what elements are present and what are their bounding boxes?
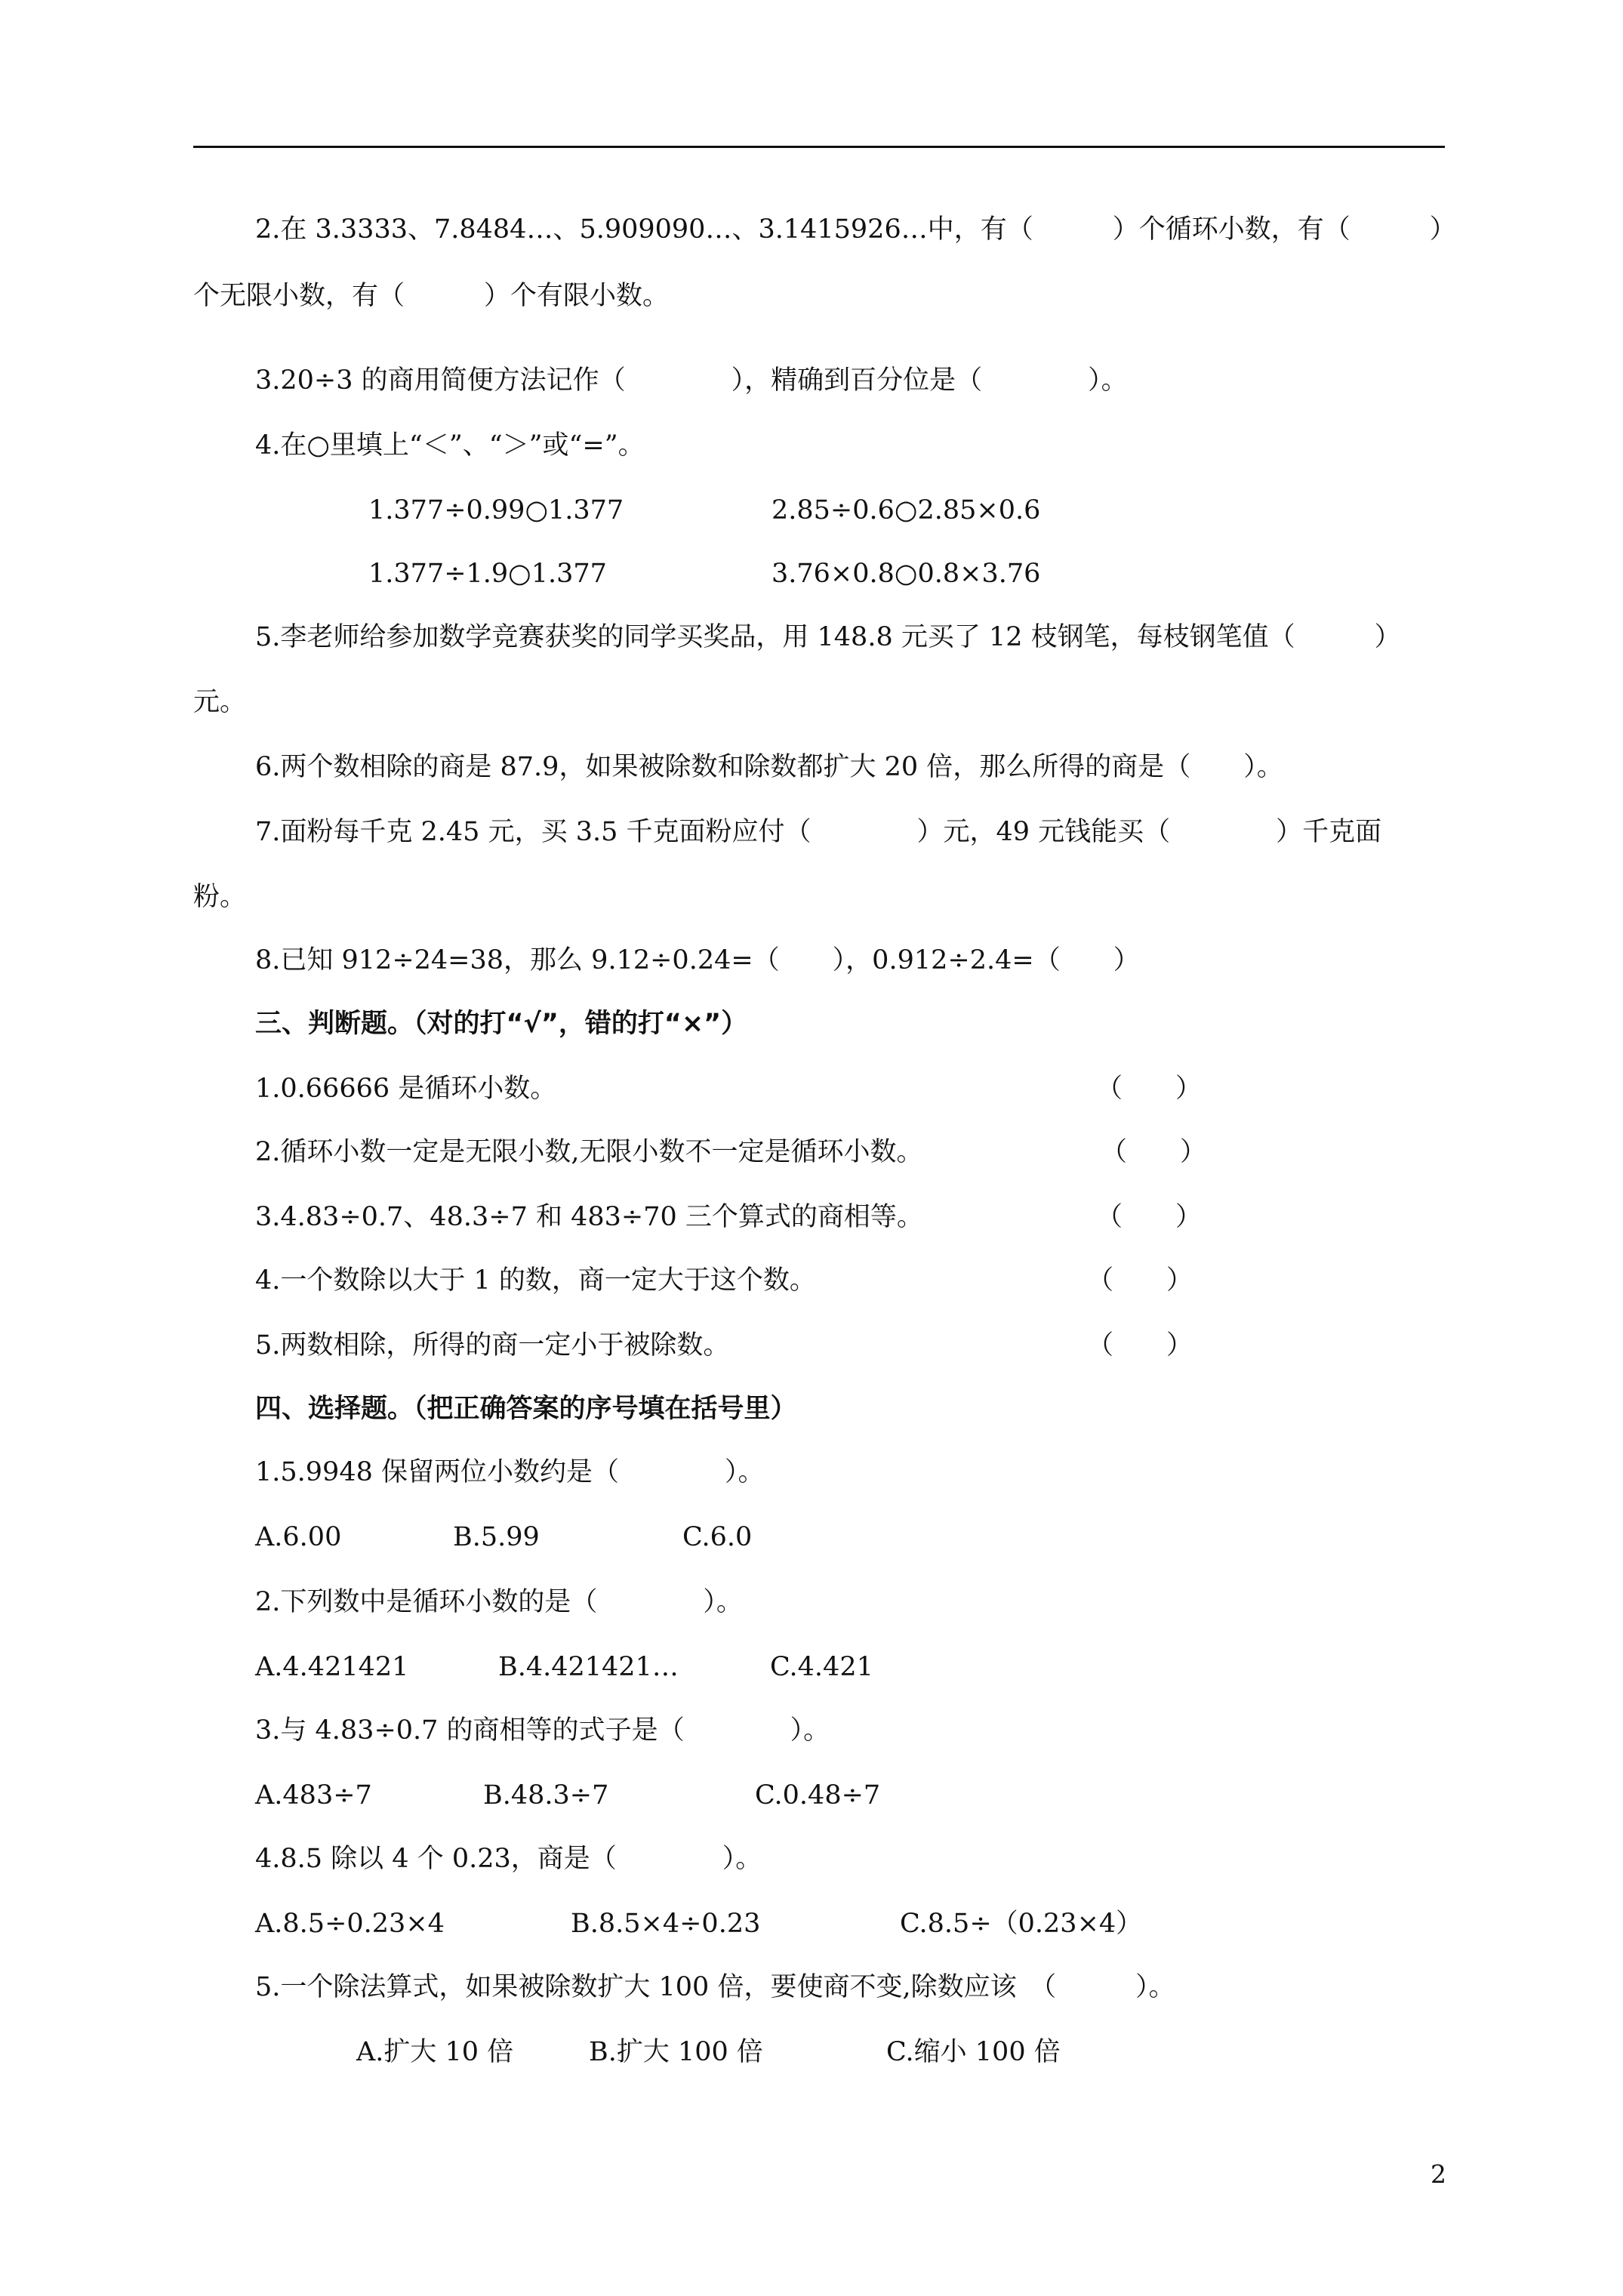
judge-item-3-answer[interactable]: （ ）: [1096, 1202, 1203, 1232]
choice-5-option-a[interactable]: A.扩大 10 倍: [356, 2037, 514, 2067]
question-4-item-a: 1.377÷0.99○1.377: [368, 495, 624, 525]
header-rule: [193, 146, 1445, 148]
question-7-line-1: 7.面粉每千克 2.45 元，买 3.5 千克面粉应付（ ）元，49 元钱能买（ ）千克面: [255, 817, 1382, 847]
choice-5-option-b[interactable]: B.扩大 100 倍: [589, 2037, 763, 2067]
judge-item-4: 4.一个数除以大于 1 的数，商一定大于这个数。: [255, 1265, 816, 1296]
question-2-line-2: 个无限小数，有（ ）个有限小数。: [193, 281, 670, 311]
choice-1-option-b[interactable]: B.5.99: [453, 1522, 540, 1552]
choice-4-option-b[interactable]: B.8.5×4÷0.23: [571, 1909, 761, 1939]
choice-question-3: 3.与 4.83÷0.7 的商相等的式子是（ ）。: [255, 1715, 830, 1746]
question-5-line-2: 元。: [193, 687, 247, 717]
judge-section-title: 三、判断题。（对的打“√”，错的打“×”）: [255, 1009, 748, 1039]
choice-1-option-a[interactable]: A.6.00: [255, 1522, 342, 1552]
choice-2-option-c[interactable]: C.4.421: [770, 1652, 873, 1682]
judge-item-3: 3.4.83÷0.7、48.3÷7 和 483÷70 三个算式的商相等。: [255, 1202, 923, 1232]
question-4-item-c: 1.377÷1.9○1.377: [368, 559, 607, 589]
question-6: 6.两个数相除的商是 87.9，如果被除数和除数都扩大 20 倍，那么所得的商是（ ）。: [255, 752, 1283, 782]
choice-1-option-c[interactable]: C.6.0: [682, 1522, 753, 1552]
question-5-line-1: 5.李老师给参加数学竞赛获奖的同学买奖品，用 148.8 元买了 12 枝钢笔，每枝钢笔值（ ）: [255, 622, 1401, 652]
question-4-item-d: 3.76×0.8○0.8×3.76: [771, 559, 1041, 589]
judge-item-2-answer[interactable]: （ ）: [1101, 1137, 1207, 1167]
judge-item-1-answer[interactable]: （ ）: [1096, 1074, 1203, 1104]
choice-4-option-c[interactable]: C.8.5÷（0.23×4）: [900, 1909, 1143, 1939]
question-8: 8.已知 912÷24=38，那么 9.12÷0.24=（ ），0.912÷2.4=（ ）: [255, 945, 1140, 975]
choice-question-1: 1.5.9948 保留两位小数约是（ ）。: [255, 1457, 765, 1487]
page-number: 2: [1431, 2159, 1446, 2189]
choice-2-option-b[interactable]: B.4.421421…: [498, 1652, 679, 1682]
choice-question-2: 2.下列数中是循环小数的是（ ）。: [255, 1587, 743, 1617]
question-7-line-2: 粉。: [193, 882, 247, 912]
choice-2-option-a[interactable]: A.4.421421: [255, 1652, 409, 1682]
question-4: 4.在○里填上“＜”、“＞”或“=”。: [255, 430, 645, 461]
judge-item-4-answer[interactable]: （ ）: [1087, 1265, 1193, 1296]
question-4-item-b: 2.85÷0.6○2.85×0.6: [771, 495, 1041, 525]
judge-item-2: 2.循环小数一定是无限小数,无限小数不一定是循环小数。: [255, 1137, 923, 1167]
question-2-line-1: 2.在 3.3333、7.8484…、5.909090…、3.1415926…中，有（ ）个循环小数，有（ ）: [255, 214, 1456, 245]
choice-3-option-c[interactable]: C.0.48÷7: [755, 1780, 881, 1811]
choice-5-option-c[interactable]: C.缩小 100 倍: [886, 2037, 1061, 2067]
judge-item-5-answer[interactable]: （ ）: [1087, 1330, 1193, 1361]
question-3: 3.20÷3 的商用简便方法记作（ ），精确到百分位是（ ）。: [255, 365, 1128, 396]
judge-item-5: 5.两数相除，所得的商一定小于被除数。: [255, 1330, 730, 1361]
choice-4-option-a[interactable]: A.8.5÷0.23×4: [255, 1909, 445, 1939]
judge-item-1: 1.0.66666 是循环小数。: [255, 1074, 557, 1104]
choice-3-option-b[interactable]: B.48.3÷7: [483, 1780, 609, 1811]
choice-3-option-a[interactable]: A.483÷7: [255, 1780, 372, 1811]
choice-question-4: 4.8.5 除以 4 个 0.23，商是（ ）。: [255, 1844, 762, 1874]
choice-question-5: 5.一个除法算式，如果被除数扩大 100 倍，要使商不变,除数应该 （ ）。: [255, 1972, 1175, 2002]
choice-section-title: 四、选择题。（把正确答案的序号填在括号里）: [255, 1394, 797, 1424]
